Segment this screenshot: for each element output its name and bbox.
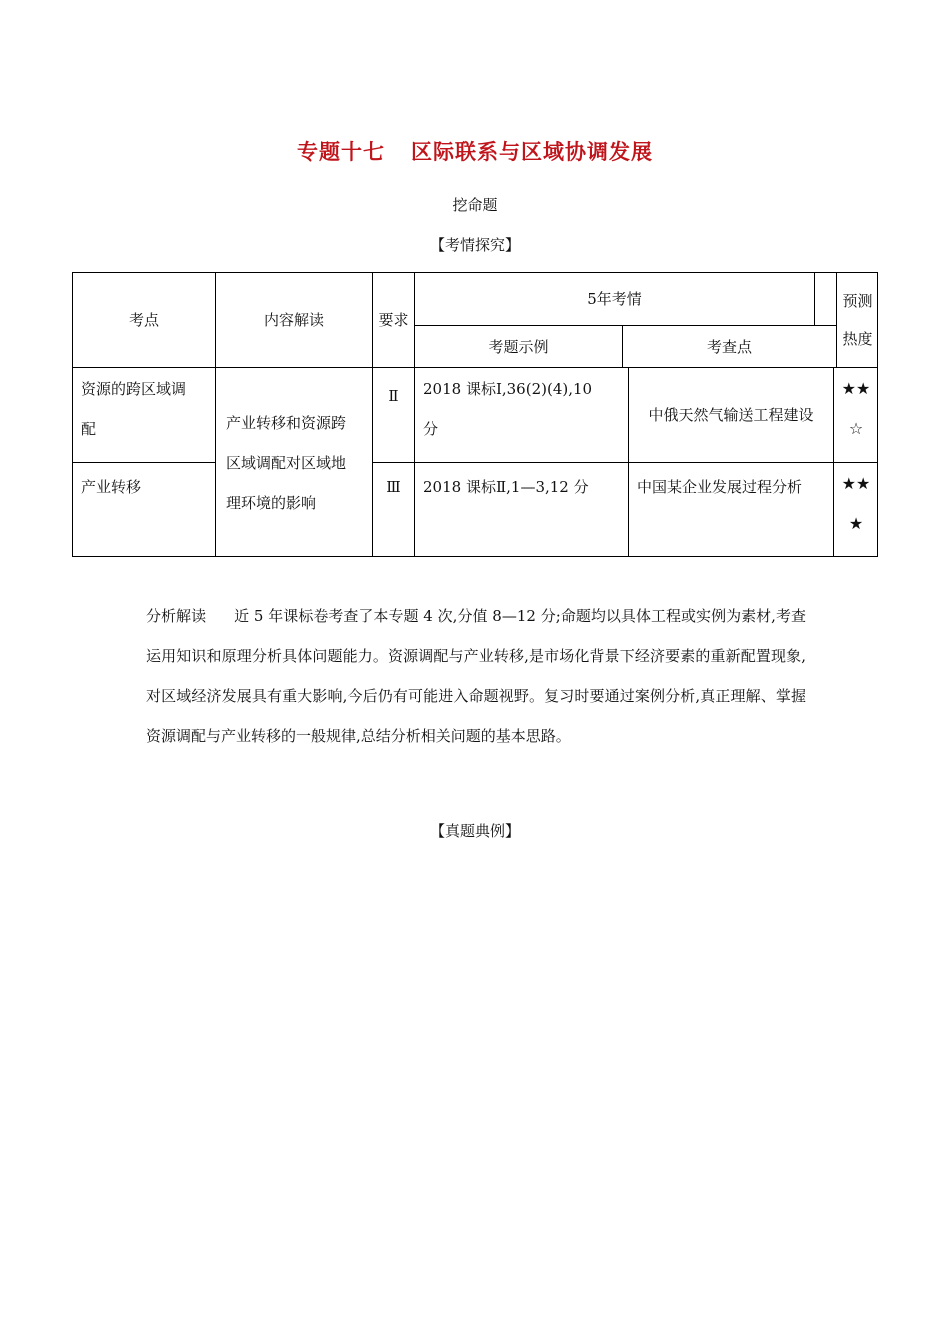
row1-shili-line2: 分	[423, 420, 439, 438]
row2-kaochadian: 中国某企业发展过程分析	[628, 462, 833, 557]
section-heading-exam-analysis: 【考情探究】	[429, 236, 520, 254]
row1-kaochadian: 中俄天然气输送工程建设	[628, 367, 833, 462]
header-spacer	[814, 272, 836, 325]
row2-yaoqiu: Ⅲ	[372, 462, 414, 557]
header-yaoqiu: 要求	[372, 272, 414, 367]
header-five-year: 5年考情	[414, 272, 814, 325]
row1-kaodian-line2: 配	[81, 420, 97, 438]
exam-info-table	[72, 272, 878, 557]
subtitle: 挖命题	[452, 196, 498, 214]
row1-redu	[833, 367, 878, 462]
section-heading-real-examples: 【真题典例】	[429, 822, 520, 840]
row2-redu-line1: ★★	[841, 474, 871, 493]
row1-kaodian-line1: 资源的跨区域调	[81, 380, 187, 398]
header-kaochadian: 考查点	[622, 325, 836, 367]
row2-redu-line2: ★	[848, 514, 864, 533]
header-yuce-line1: 预测	[842, 292, 873, 310]
shared-neirong	[215, 367, 372, 557]
header-neirong: 内容解读	[215, 272, 372, 367]
row1-yaoqiu: Ⅱ	[372, 367, 414, 462]
neirong-line3: 理环境的影响	[226, 493, 317, 512]
row1-shili-line1: 2018 课标Ⅰ,36(2)(4),10	[423, 380, 593, 398]
title-topic-name: 区际联系与区域协调发展	[411, 140, 653, 164]
neirong-line2: 区域调配对区域地	[226, 453, 347, 472]
analysis-text: 近 5 年课标卷考查了本专题 4 次,分值 8—12 分;命题均以具体工程或实例为素材,考查运用知识和原理分析具体问题能力。资源调配与产业转移,是市场化背景下经济要素的重新配置现象,对区域经济发展具有重大影响,今后仍有可能进入命题视野。复习时要通过案例分析,真正理解、掌握资源调配与产业转移的一般规律,总结分析相关问题的基本思路。	[146, 607, 806, 745]
row2-redu	[833, 462, 878, 557]
analysis-paragraph	[146, 596, 806, 756]
header-yuce-line2: 热度	[842, 330, 873, 348]
analysis-label: 分析解读	[146, 607, 207, 625]
title-topic-number: 专题十七	[297, 140, 385, 164]
row1-redu-line2: ☆	[848, 419, 864, 438]
neirong-line1: 产业转移和资源跨	[226, 413, 347, 432]
header-shili: 考题示例	[414, 325, 622, 367]
row2-shili: 2018 课标Ⅱ,1—3,12 分	[414, 462, 628, 557]
row2-kaodian: 产业转移	[72, 462, 215, 557]
header-kaodian: 考点	[72, 272, 215, 367]
row1-redu-line1: ★★	[841, 379, 871, 398]
header-yuce	[836, 272, 878, 367]
row1-kaodian	[72, 367, 215, 462]
row1-shili	[414, 367, 628, 462]
page-title	[0, 136, 950, 166]
